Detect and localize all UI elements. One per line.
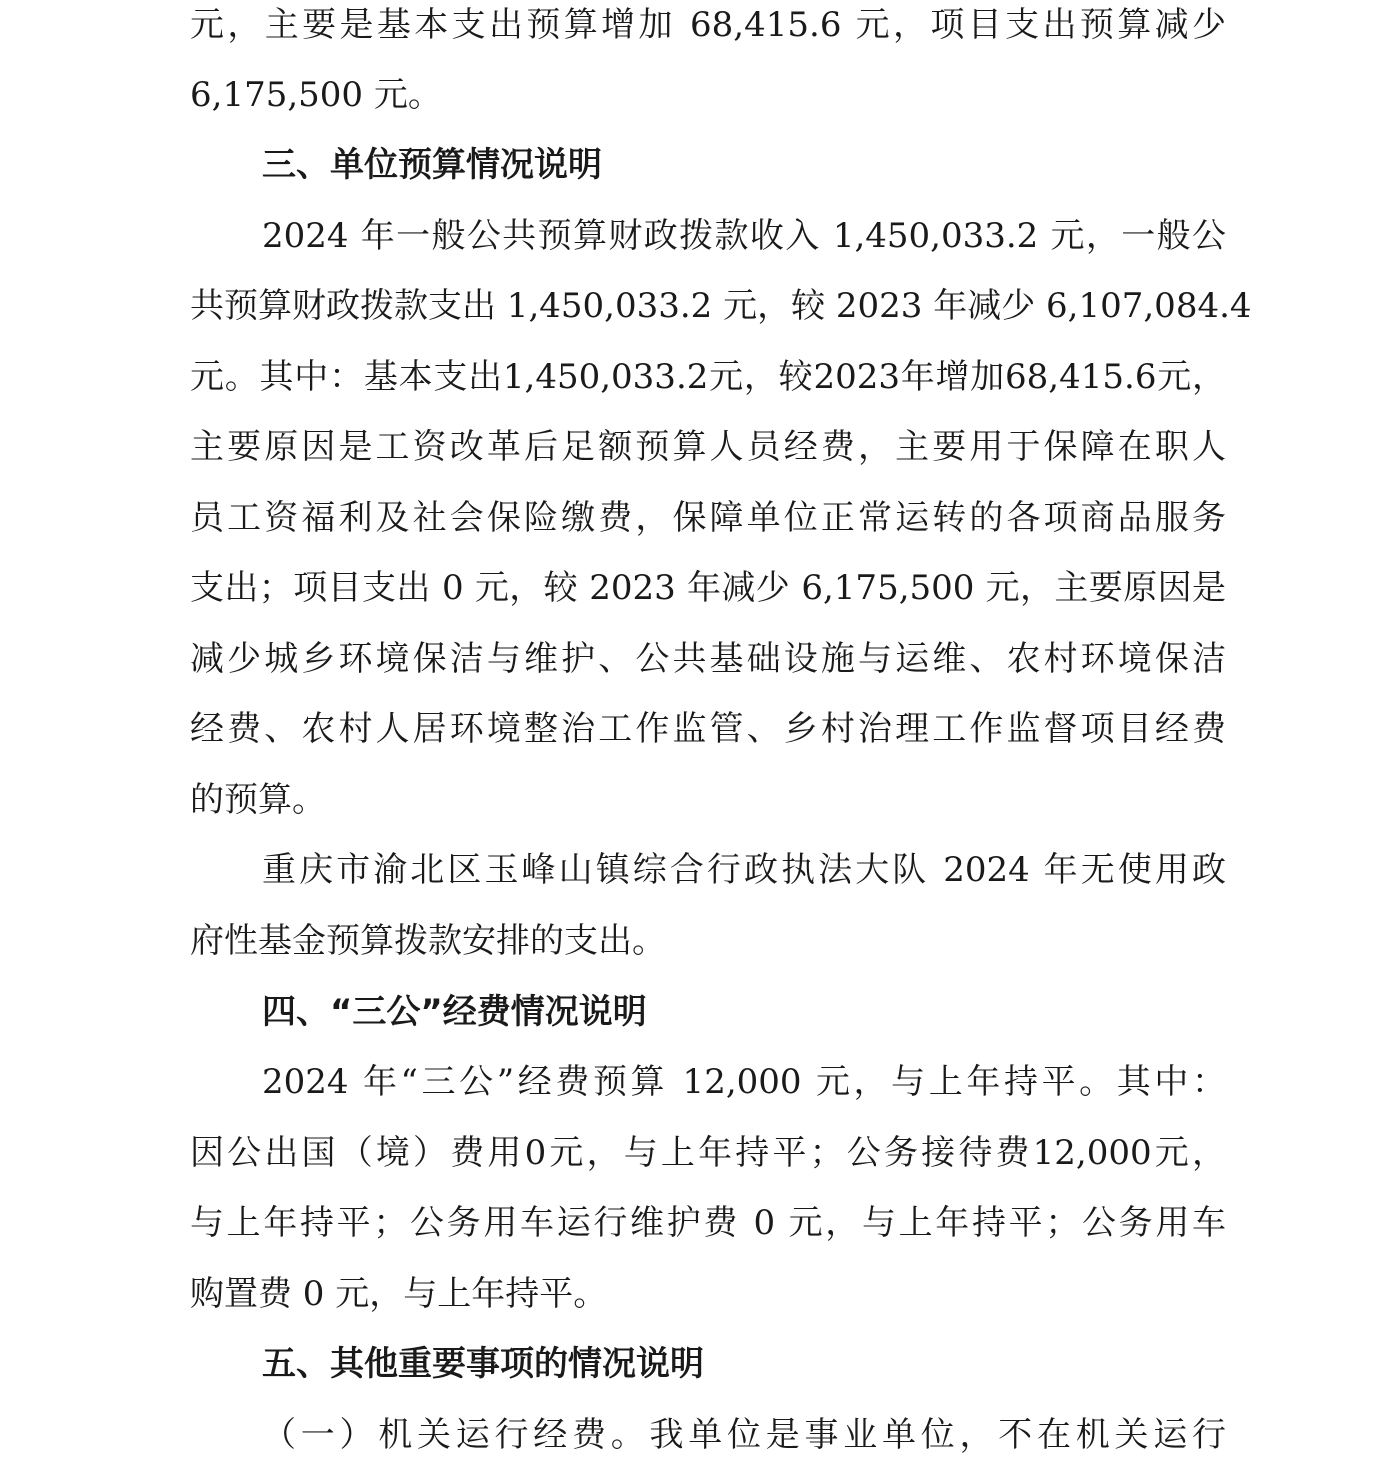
section-heading-4: 四、“三公”经费情况说明	[262, 992, 647, 1032]
body-text-line: 府性基金预算拨款安排的支出。	[190, 921, 666, 961]
section-heading-3: 三、单位预算情况说明	[262, 145, 602, 185]
body-text-line: 主要原因是工资改革后足额预算人员经费，主要用于保障在职人	[190, 427, 1226, 467]
body-text-line: 元，主要是基本支出预算增加 68,415.6 元，项目支出预算减少	[190, 5, 1226, 45]
body-text-line: 与上年持平；公务用车运行维护费 0 元，与上年持平；公务用车	[190, 1203, 1226, 1243]
body-text-line: 元。其中：基本支出1,450,033.2元，较2023年增加68,415.6元，	[190, 357, 1226, 397]
body-text-line: 2024 年“三公”经费预算 12,000 元，与上年持平。其中：	[262, 1062, 1226, 1102]
body-text-line: 共预算财政拨款支出 1,450,033.2 元，较 2023 年减少 6,107,084.4	[190, 286, 1252, 326]
body-text-line: 6,175,500 元。	[190, 75, 442, 115]
body-text-line: 员工资福利及社会保险缴费，保障单位正常运转的各项商品服务	[190, 498, 1226, 538]
body-text-line: （一）机关运行经费。我单位是事业单位，不在机关运行	[262, 1415, 1226, 1455]
section-heading-5: 五、其他重要事项的情况说明	[262, 1344, 704, 1384]
body-text-line: 减少城乡环境保洁与维护、公共基础设施与运维、农村环境保洁	[190, 639, 1226, 679]
body-text-line: 购置费 0 元，与上年持平。	[190, 1274, 608, 1314]
body-text-line: 重庆市渝北区玉峰山镇综合行政执法大队 2024 年无使用政	[262, 850, 1226, 890]
body-text-line: 的预算。	[190, 780, 326, 820]
body-text-line: 支出；项目支出 0 元，较 2023 年减少 6,175,500 元，主要原因是	[190, 568, 1226, 608]
body-text-line: 因公出国（境）费用0元，与上年持平；公务接待费12,000元，	[190, 1133, 1226, 1173]
body-text-line: 经费、农村人居环境整治工作监管、乡村治理工作监督项目经费	[190, 709, 1226, 749]
body-text-line: 2024 年一般公共预算财政拨款收入 1,450,033.2 元，一般公	[262, 216, 1226, 256]
